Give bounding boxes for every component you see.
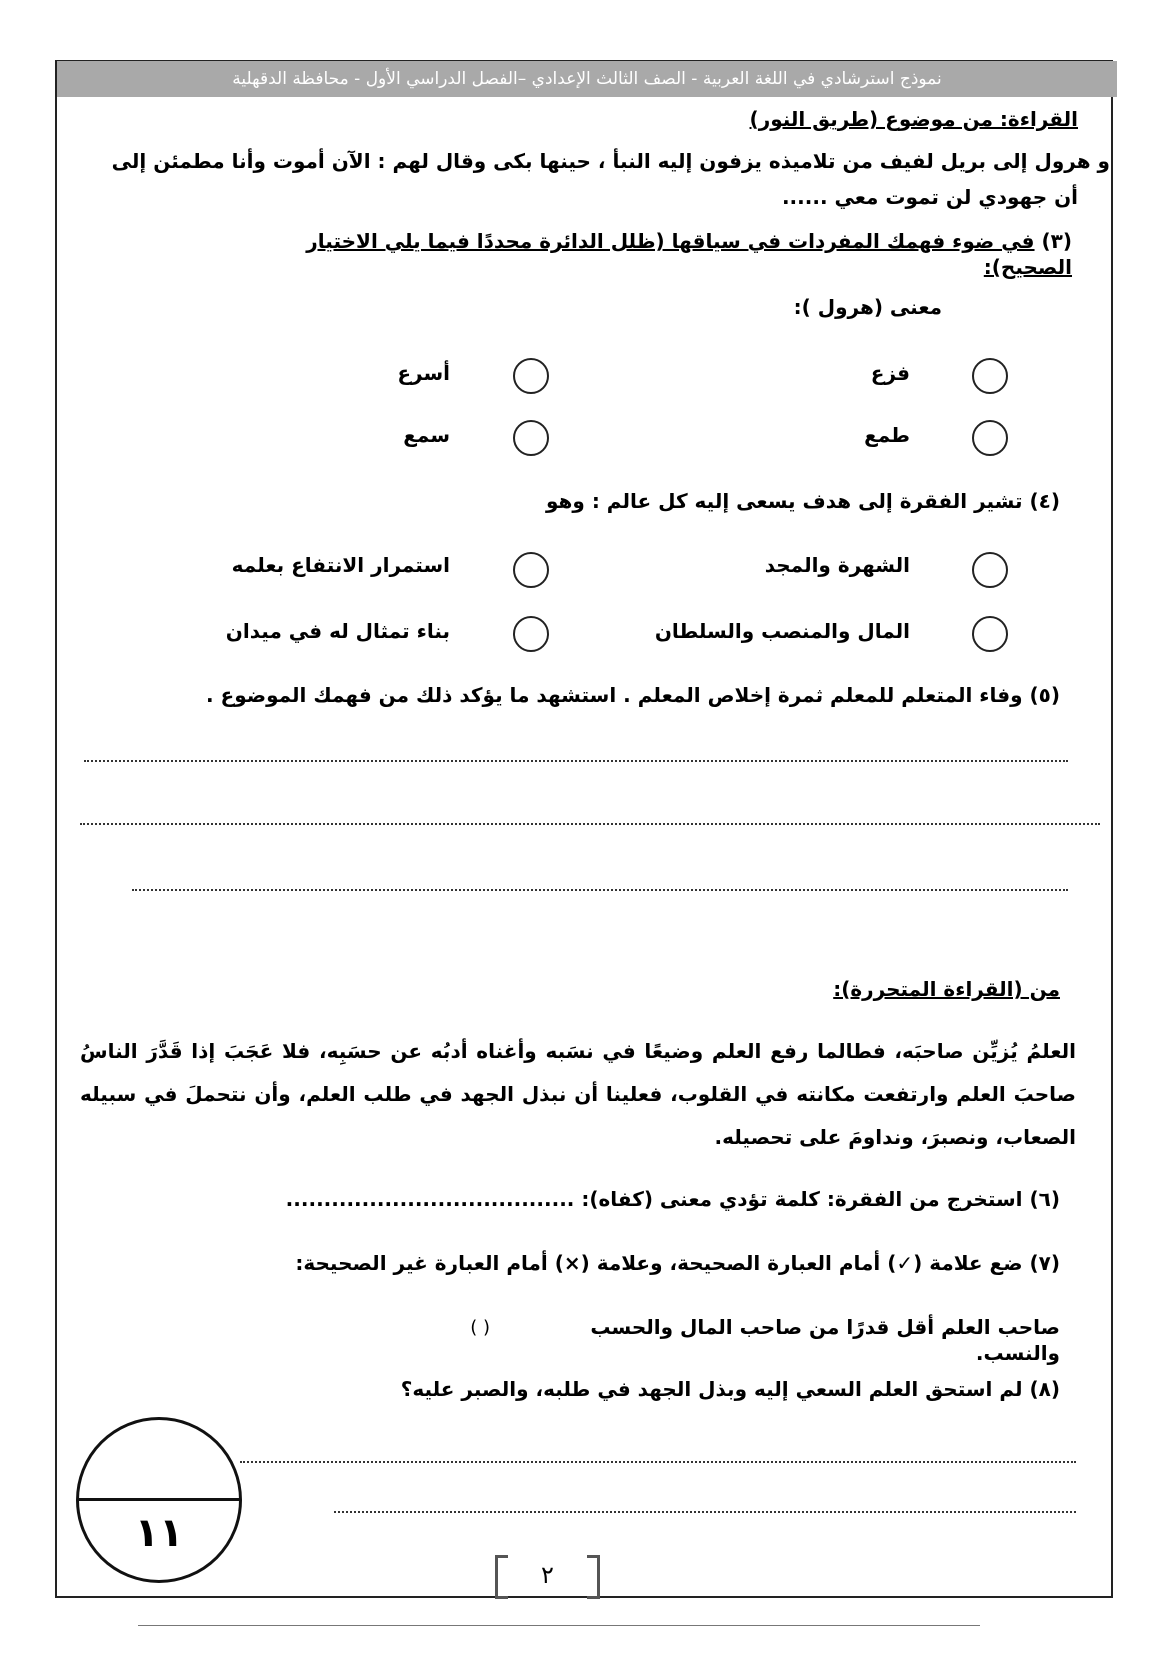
answer-line[interactable] [240, 1461, 1076, 1463]
score-value: ١١ [134, 1510, 184, 1556]
q8-question: (٨) لم استحق العلم السعي إليه وبذل الجهد في طلبه، والصبر عليه؟ [400, 1377, 1060, 1401]
answer-line[interactable] [80, 823, 1100, 825]
footer-divider [138, 1625, 980, 1626]
option-label-3: طمع [864, 423, 910, 447]
q7-statement: صاحب العلم أقل قدرًا من صاحب المال والحسب والنسب. [590, 1315, 1060, 1365]
q7-question: (٧) ضع علامة (✓) أمام العبارة الصحيحة، وعلامة (×) أمام العبارة غير الصحيحة: [295, 1251, 1060, 1275]
answer-line[interactable] [84, 760, 1068, 762]
q4-radio-1[interactable] [972, 552, 1008, 588]
answer-line[interactable] [334, 1511, 1076, 1513]
free-reading-paragraph: العلمُ يُزيِّن صاحبَه، فطالما رفع العلم وضيعًا في نسَبه وأغناه أدبُه عن حسَبِه، فلا عَجَبَ إذا قَدَّرَ الناسُ صاحبَ العلم وارتفعت مكانته في القلوب، فعلينا أن نبذل الجهد في طلب العلم، وأن نتحملَ في سبيله الصعاب، ونصبرَ، ونداومَ على تحصيله. [80, 1039, 1076, 1149]
q4-option-2: استمرار الانتفاع بعلمه [231, 553, 450, 577]
option-radio-1[interactable] [972, 358, 1008, 394]
q4-option-1: الشهرة والمجد [764, 553, 910, 577]
q5-question: (٥) وفاء المتعلم للمعلم ثمرة إخلاص المعلم . استشهد ما يؤكد ذلك من فهمك الموضوع . [206, 683, 1060, 707]
q3-text: في ضوء فهمك المفردات في سياقها (ظلل الدائرة محددًا فيما يلي الاختيار الصحيح): [306, 229, 1072, 279]
option-radio-2[interactable] [513, 358, 549, 394]
q4-radio-3[interactable] [972, 616, 1008, 652]
option-radio-4[interactable] [513, 420, 549, 456]
q4-option-4: بناء تمثال له في ميدان [225, 619, 450, 643]
q6-question: (٦) استخرج من الفقرة: كلمة تؤدي معنى (كفاه): ...................................... [285, 1187, 1060, 1211]
answer-line[interactable] [132, 889, 1068, 891]
score-circle [76, 1417, 242, 1583]
q4-radio-2[interactable] [513, 552, 549, 588]
q3-number: (٣) [1041, 229, 1072, 253]
option-radio-3[interactable] [972, 420, 1008, 456]
free-reading-label: من (القراءة المتحررة): [833, 977, 1060, 1001]
bracket-right [587, 1555, 600, 1599]
option-label-2: أسرع [397, 361, 450, 385]
q4-question: (٤) تشير الفقرة إلى هدف يسعى إليه كل عالم : وهو [546, 489, 1060, 513]
option-label-4: سمع [403, 423, 450, 447]
exam-header: نموذج استرشادي في اللغة العربية - الصف الثالث الإعدادي –الفصل الدراسي الأول - محافظة الدقهلية [57, 61, 1117, 97]
passage-line-2: أن جهودي لن تموت معي ...... [781, 185, 1078, 209]
q7-answer-box[interactable]: ( ) [470, 1317, 490, 1338]
page-frame [55, 60, 1113, 1598]
score-divider [79, 1498, 239, 1501]
bracket-left [495, 1555, 508, 1599]
q3-question [240, 228, 1072, 280]
reading-label: القراءة: من موضوع (طريق النور) [749, 107, 1078, 131]
passage-line-1: و هرول إلى بريل لفيف من تلاميذه يزفون إليه النبأ ، حينها بكى وقال لهم : الآن أموت وأنا مطمئن إلى [111, 149, 1110, 173]
page-number [495, 1555, 600, 1595]
page-number-text: ٢ [541, 1561, 554, 1589]
q4-radio-4[interactable] [513, 616, 549, 652]
q4-option-3: المال والمنصب والسلطان [654, 619, 910, 643]
option-label-1: فزع [870, 361, 910, 385]
q3-prompt: معنى (هرول ): [793, 295, 942, 319]
